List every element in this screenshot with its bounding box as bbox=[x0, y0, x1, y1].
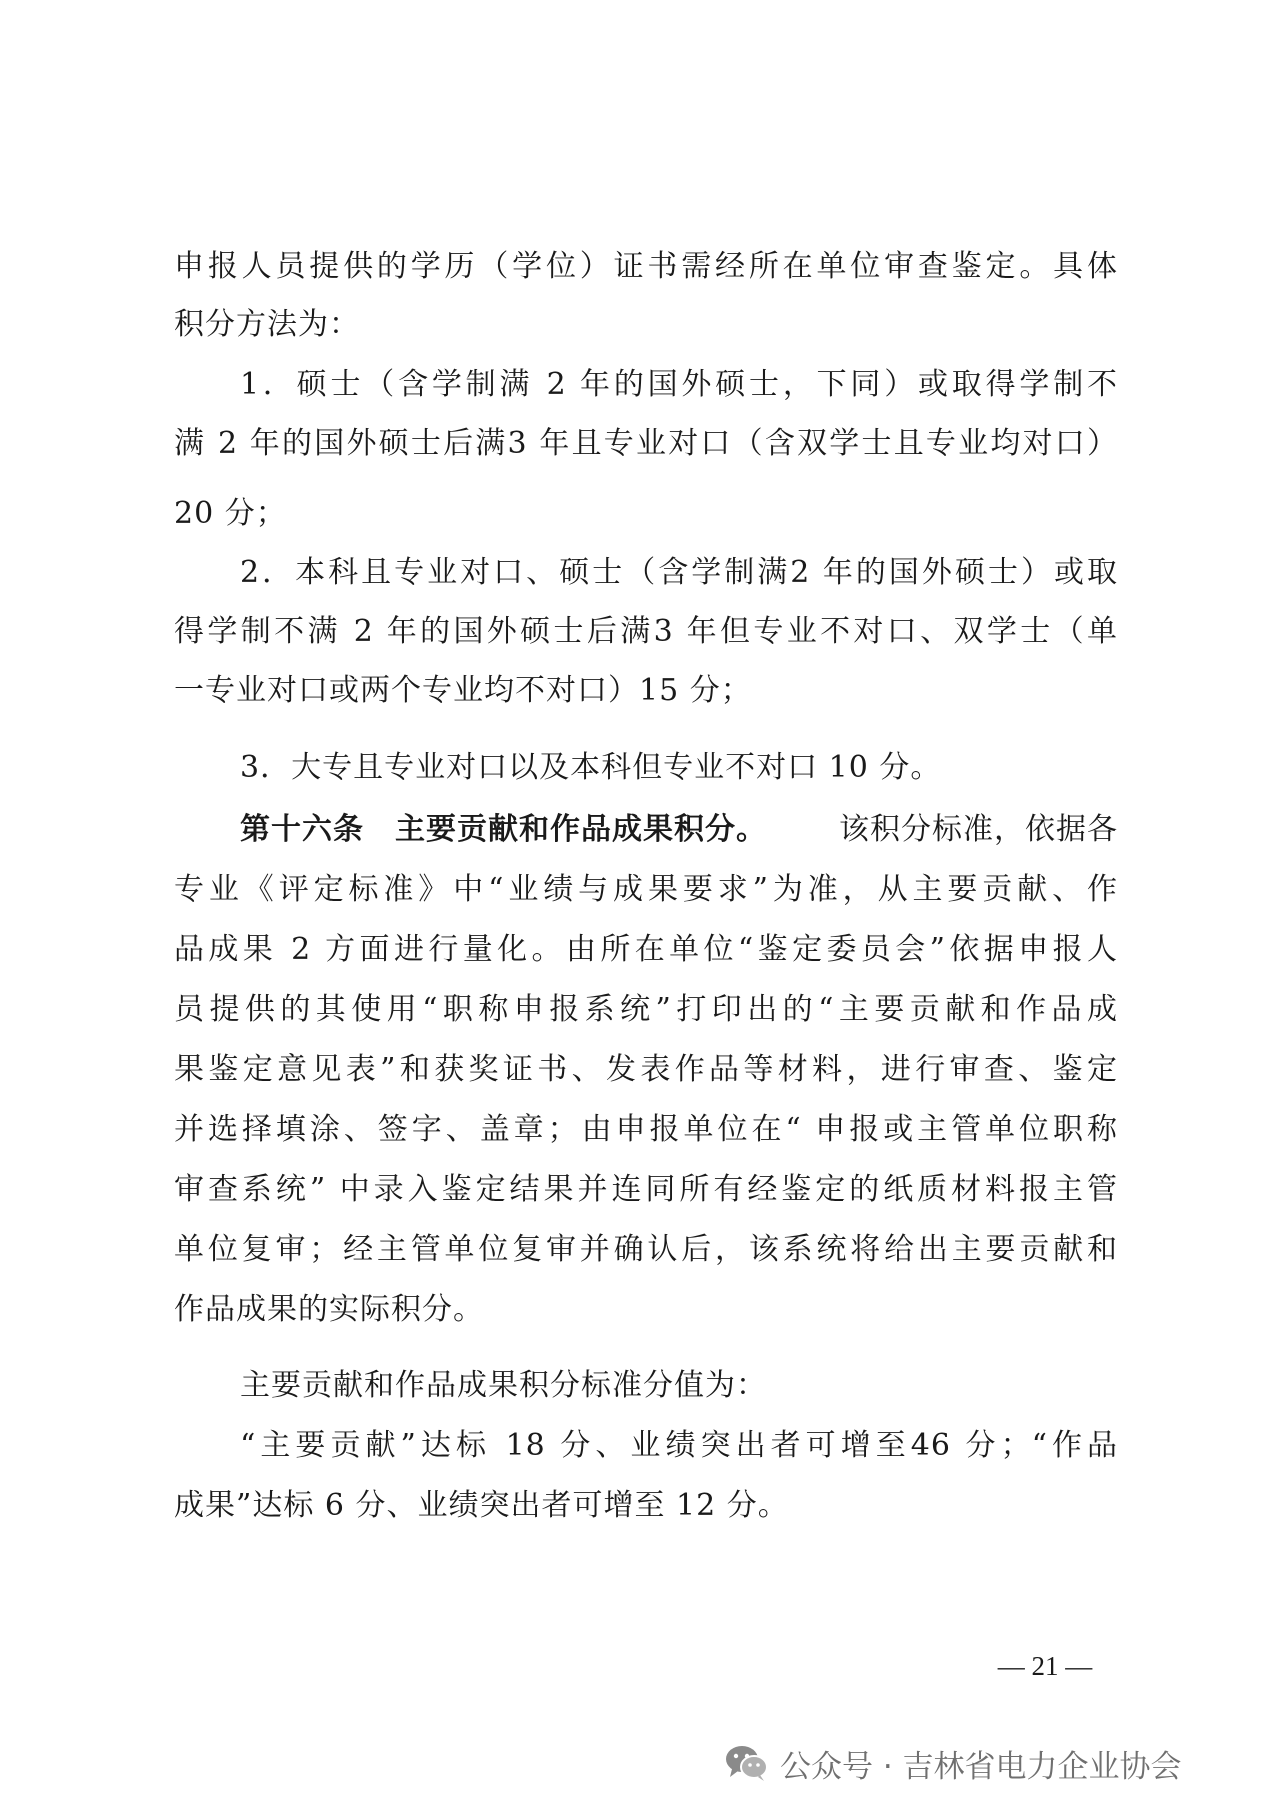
list-item-2-line: 得学制不满 2 年的国外硕士后满3 年但专业不对口、双学士（单 bbox=[174, 614, 1118, 649]
list-item-1-line: 20 分； bbox=[174, 496, 287, 531]
paragraph-line: 果鉴定意见表”和获奖证书、发表作品等材料，进行审查、鉴定 bbox=[174, 1052, 1118, 1087]
watermark-text: 公众号 · 吉林省电力企业协会 bbox=[780, 1748, 1182, 1785]
paragraph-line: 作品成果的实际积分。 bbox=[174, 1292, 484, 1327]
article-text: 该积分标准，依据各 bbox=[839, 812, 1118, 847]
article-heading: 第十六条 主要贡献和作品成果积分。 bbox=[240, 812, 767, 847]
paragraph-line: 主要贡献和作品成果积分标准分值为： bbox=[240, 1368, 767, 1403]
list-item-1-line: 满 2 年的国外硕士后满3 年且专业对口（含双学士且专业均对口） bbox=[174, 426, 1118, 461]
wechat-icon bbox=[724, 1743, 770, 1783]
list-item-1-line: 1．硕士（含学制满 2 年的国外硕士，下同）或取得学制不 bbox=[240, 367, 1118, 402]
watermark bbox=[724, 1738, 1182, 1788]
paragraph-line: 审查系统” 中录入鉴定结果并连同所有经鉴定的纸质材料报主管 bbox=[174, 1172, 1118, 1207]
list-item-2-line: 一专业对口或两个专业均不对口）15 分； bbox=[174, 673, 752, 708]
article-16-first-line bbox=[240, 810, 1118, 850]
page-number: — 21 — bbox=[997, 1651, 1093, 1681]
paragraph-line: 并选择填涂、签字、盖章；由申报单位在“ 申报或主管单位职称 bbox=[174, 1112, 1118, 1147]
paragraph-line: 申报人员提供的学历（学位）证书需经所在单位审查鉴定。具体 bbox=[174, 249, 1118, 284]
paragraph-line: 员提供的其使用“职称申报系统”打印出的“主要贡献和作品成 bbox=[174, 992, 1118, 1027]
paragraph-line: 成果”达标 6 分、业绩突出者可增至 12 分。 bbox=[174, 1488, 789, 1523]
paragraph-line: “主要贡献”达标 18 分、业绩突出者可增至46 分；“作品 bbox=[240, 1428, 1118, 1463]
paragraph-line: 单位复审；经主管单位复审并确认后，该系统将给出主要贡献和 bbox=[174, 1232, 1118, 1267]
list-item-2-line: 2．本科且专业对口、硕士（含学制满2 年的国外硕士）或取 bbox=[240, 555, 1118, 590]
paragraph-line: 专业《评定标准》中“业绩与成果要求”为准，从主要贡献、作 bbox=[174, 872, 1118, 907]
list-item-3-line: 3．大专且专业对口以及本科但专业不对口 10 分。 bbox=[240, 750, 942, 785]
paragraph-line: 品成果 2 方面进行量化。由所在单位“鉴定委员会”依据申报人 bbox=[174, 932, 1118, 967]
paragraph-line: 积分方法为： bbox=[174, 307, 360, 342]
